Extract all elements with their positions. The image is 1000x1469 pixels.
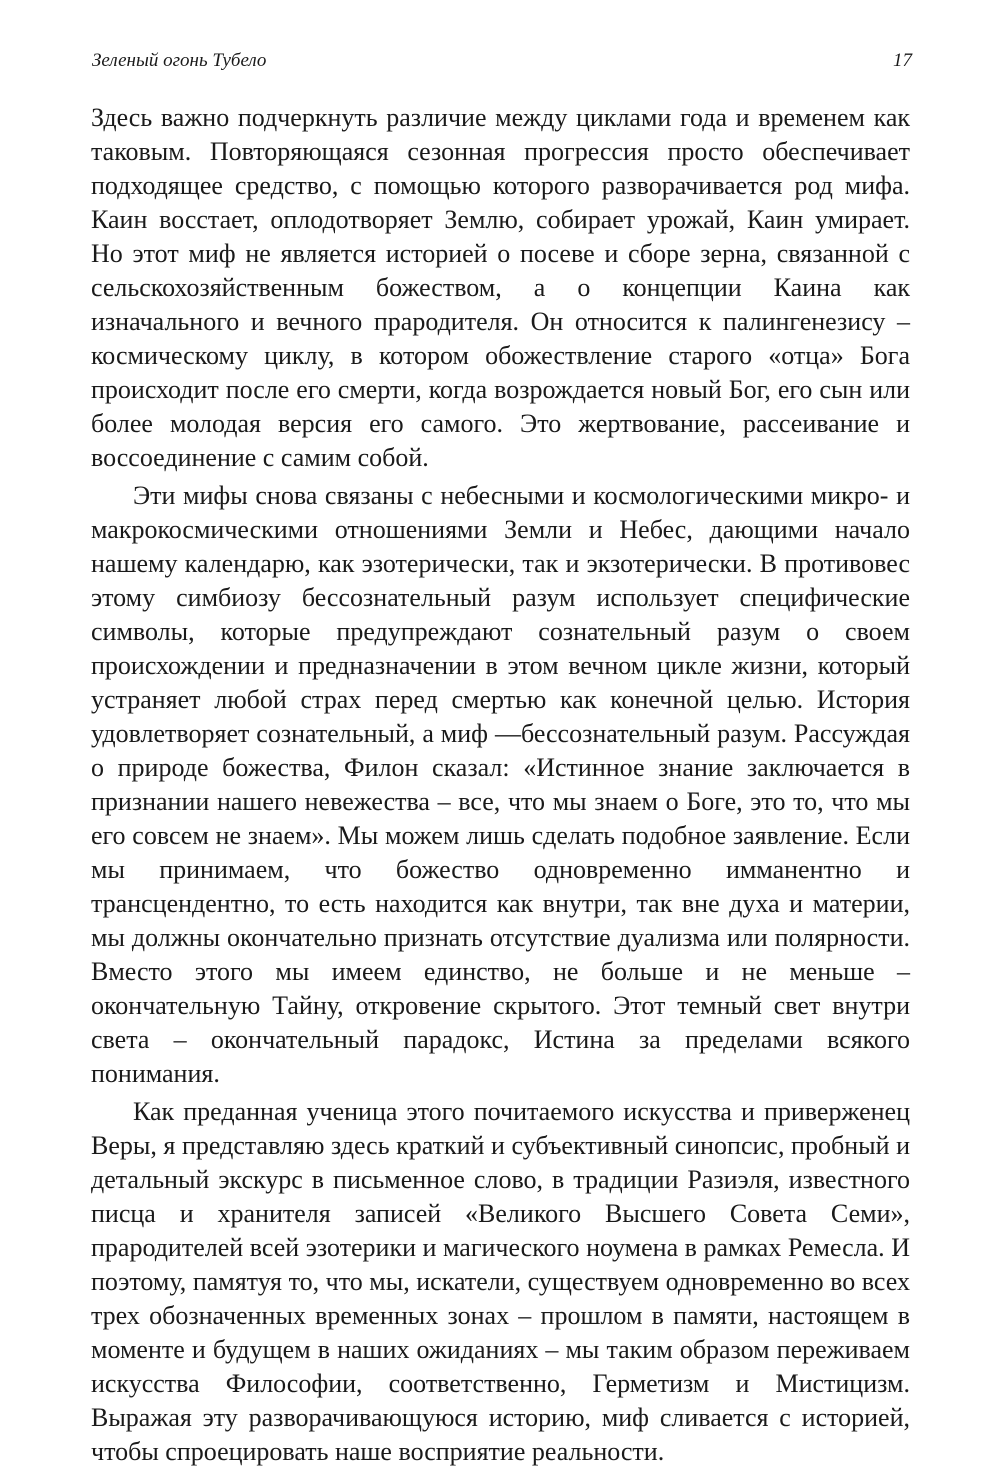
page-number: 17 [893, 50, 912, 71]
paragraph-2: Эти мифы снова связаны с небесными и космологическими микро- и макрокосмическими отношениями Земли и Небес, дающими начало нашему календарю, как эзотерически, так и экзотерически. В противовес этому симбиозу бессознательный разум использует специфические символы, которые предупреждают сознательный разум о своем происхождении и предназначении в этом вечном цикле жизни, который устраняет любой страх перед смертью как конечной целью. История удовлетворяет сознательный, а миф —бессознательный разум. Рассуждая о природе божества, Филон сказал: «Истинное знание заключается в признании нашего невежества – все, что мы знаем о Боге, это то, что мы его совсем не знаем». Мы можем лишь сделать подобное заявление. Если мы принимаем, что божество одновременно имманентно и трансцендентно, то есть находится как внутри, так вне духа и материи, мы должны окончательно признать отсутствие дуализма или полярности. Вместо этого мы имеем единство, не больше и не меньше – окончательную Тайну, откровение скрытого. Этот темный свет внутри света – окончательный парадокс, Истина за пределами всякого понимания. [91, 481, 910, 1088]
running-header [92, 46, 912, 76]
paragraph-3: Как преданная ученица этого почитаемого искусства и приверженец Веры, я представляю здесь краткий и субъективный синопсис, пробный и детальный экскурс в письменное слово, в традиции Разиэля, известного писца и хранителя записей «Великого Высшего Совета Семи», прародителей всей эзотерики и магического ноумена в рамках Ремесла. И поэтому, памятуя то, что мы, искатели, существуем одновременно во всех трех обозначенных временных зонах – прошлом в памяти, настоящем в моменте и будущем в наших ожиданиях – мы таким образом переживаем искусства Философии, соответственно, Герметизм и Мистицизм. Выражая эту разворачивающуюся историю, миф сливается с историей, чтобы спроецировать наше восприятие реальности. [91, 1097, 910, 1466]
paragraph-1: Здесь важно подчеркнуть различие между циклами года и временем как таковым. Повторяющаяся сезонная прогрессия просто обеспечивает подходящее средство, с помощью которого разворачивается род мифа. Каин восстает, оплодотворяет Землю, собирает урожай, Каин умирает. Но этот миф не является историей о посеве и сборе зерна, связанной с сельскохозяйственным божеством, а о концепции Каина как изначального и вечного прародителя. Он относится к палингенезису – космическому циклу, в котором обожествление старого «отца» Бога происходит после его смерти, когда возрождается новый Бог, его сын или более молодая версия его самого. Это жертвование, рассеивание и воссоединение с самим собой. [91, 103, 910, 472]
body-text [91, 101, 910, 1469]
running-title: Зеленый огонь Тубело [92, 50, 267, 71]
